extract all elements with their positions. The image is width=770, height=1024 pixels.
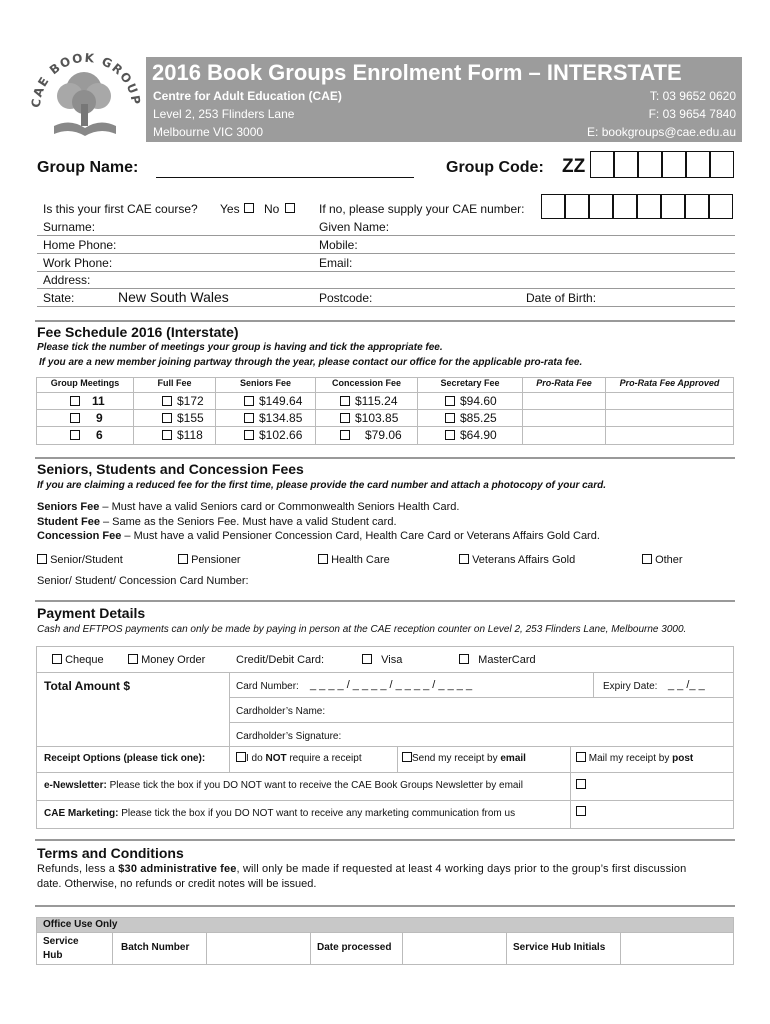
home-phone-field[interactable]: [37, 253, 735, 254]
receipt-post-bold: post: [672, 753, 694, 764]
terms-post: , will only be made if requested at least 4 working days prior to the group’s first discussion: [236, 863, 687, 875]
concession-fee-rule: [37, 530, 600, 542]
fee-header-seniors: Seniors Fee: [239, 378, 292, 388]
section-divider: [35, 600, 735, 602]
group-name-input[interactable]: [156, 177, 414, 178]
fee-header-secretary: Secretary Fee: [440, 378, 500, 388]
option-veterans-affairs-gold[interactable]: [459, 554, 575, 566]
org-email: E: bookgroups@cae.edu.au: [587, 125, 736, 139]
veterans-affairs-gold-label: Veterans Affairs Gold: [472, 554, 576, 566]
seniors-fee-value: $102.66: [259, 428, 303, 442]
cae-number-box[interactable]: [613, 194, 637, 219]
org-address-line1: Level 2, 253 Flinders Lane: [153, 107, 295, 121]
group-code-box[interactable]: [710, 151, 734, 178]
concession-note: If you are claiming a reduced fee for the first time, please provide the card number and attach a photocopy of your card.: [37, 480, 607, 491]
receipt-none-option[interactable]: [236, 752, 362, 764]
mastercard-label: MasterCard: [478, 654, 536, 666]
address-label: Address:: [43, 273, 91, 287]
receipt-post-option[interactable]: [576, 752, 693, 764]
cae-number-box[interactable]: [637, 194, 661, 219]
concession-fee-checkbox[interactable]: [340, 430, 350, 440]
enewsletter-desc: Please tick the box if you DO NOT want to receive the CAE Book Groups Newsletter by email: [106, 780, 523, 791]
state-value[interactable]: New South Wales: [118, 289, 229, 305]
meetings-value: 11: [92, 394, 105, 408]
cae-number-box[interactable]: [589, 194, 613, 219]
meetings-checkbox[interactable]: [70, 396, 80, 406]
concession-title: Seniors, Students and Concession Fees: [37, 461, 304, 477]
receipt-post-pre: Mail my receipt by: [588, 753, 673, 764]
senior-student-label: Senior/Student: [50, 554, 123, 566]
org-address-line2: Melbourne VIC 3000: [153, 125, 264, 139]
option-pensioner[interactable]: [178, 554, 241, 566]
secretary-fee-checkbox[interactable]: [445, 430, 455, 440]
enewsletter-checkbox[interactable]: [576, 779, 586, 789]
first-course-question: Is this your first CAE course?: [43, 202, 198, 216]
payment-title: Payment Details: [37, 605, 146, 621]
receipt-none-pre: I do: [246, 753, 266, 764]
pensioner-label: Pensioner: [191, 554, 241, 566]
group-code-box[interactable]: [590, 151, 614, 178]
visa-checkbox[interactable]: [362, 654, 372, 664]
full-fee-checkbox[interactable]: [162, 396, 172, 406]
first-course-no-label: No: [264, 202, 280, 216]
group-code-box[interactable]: [614, 151, 638, 178]
expiry-date-field[interactable]: _ _ /_ _: [668, 679, 705, 691]
student-fee-rule-label: Student Fee: [37, 516, 100, 528]
receipt-email-pre: Send my receipt by: [412, 753, 501, 764]
seniors-fee-value: $134.85: [259, 411, 303, 425]
fee-header-concession: Concession Fee: [331, 378, 402, 388]
meetings-checkbox[interactable]: [70, 430, 80, 440]
pensioner-checkbox[interactable]: [178, 554, 188, 564]
full-fee-checkbox[interactable]: [162, 413, 172, 423]
section-divider: [35, 320, 735, 322]
concession-fee-checkbox[interactable]: [340, 413, 350, 423]
secretary-fee-value: $94.60: [460, 394, 497, 408]
receipt-email-option[interactable]: [402, 752, 526, 764]
receipt-email-checkbox[interactable]: [402, 752, 412, 762]
marketing-text: [44, 808, 515, 819]
option-senior-student[interactable]: [37, 554, 123, 566]
receipt-none-bold: NOT: [265, 753, 287, 764]
given-name-label: Given Name:: [319, 220, 390, 234]
office-use-table: [36, 917, 734, 965]
cae-number-label: If no, please supply your CAE number:: [319, 202, 525, 216]
seniors-fee-rule-label: Seniors Fee: [37, 501, 100, 513]
fee-row-11: [36, 393, 734, 410]
meetings-value: 9: [96, 411, 103, 425]
group-code-box[interactable]: [662, 151, 686, 178]
receipt-post-checkbox[interactable]: [576, 752, 586, 762]
form-title: 2016 Book Groups Enrolment Form – INTERSTATE: [152, 60, 682, 85]
terms-text-line2: date. Otherwise, no refunds or credit notes will be issued.: [37, 878, 317, 890]
payment-mastercard[interactable]: [459, 654, 536, 666]
cae-book-groups-logo: [26, 46, 144, 146]
fee-row-6: [36, 427, 734, 444]
credit-card-label: Credit/Debit Card:: [236, 654, 325, 666]
cae-number-box[interactable]: [565, 194, 589, 219]
card-number-label: Senior/ Student/ Concession Card Number:: [37, 575, 249, 587]
secretary-fee-value: $64.90: [460, 428, 497, 442]
concession-fee-rule-text: – Must have a valid Pensioner Concession Card, Health Care Card or Veterans Affairs Gold Card.: [121, 530, 600, 542]
receipt-options-label: Receipt Options (please tick one):: [44, 753, 206, 764]
concession-fee-value: $115.24: [355, 394, 398, 408]
seniors-fee-checkbox[interactable]: [244, 430, 254, 440]
money-order-checkbox[interactable]: [128, 654, 138, 664]
concession-fee-rule-label: Concession Fee: [37, 530, 122, 542]
cae-number-box[interactable]: [685, 194, 709, 219]
payment-table: [36, 646, 734, 829]
office-use-title: Office Use Only: [43, 919, 118, 930]
cae-number-box[interactable]: [541, 194, 565, 219]
dob-label: Date of Birth:: [526, 291, 597, 305]
cheque-checkbox[interactable]: [52, 654, 62, 664]
option-health-care[interactable]: [318, 554, 390, 566]
office-service-hub-initials-label: Service Hub Initials: [513, 942, 606, 953]
seniors-fee-checkbox[interactable]: [244, 413, 254, 423]
health-care-checkbox[interactable]: [318, 554, 328, 564]
state-label: State:: [43, 291, 75, 305]
cardholder-signature-label: Cardholder’s Signature:: [236, 731, 342, 742]
postcode-label: Postcode:: [319, 291, 373, 305]
office-batch-number-label: Batch Number: [121, 942, 190, 953]
full-fee-checkbox[interactable]: [162, 430, 172, 440]
section-divider: [35, 457, 735, 459]
money-order-label: Money Order: [141, 654, 206, 666]
fee-header-pro-rata: Pro-Rata Fee: [536, 378, 592, 388]
terms-title: Terms and Conditions: [37, 845, 184, 861]
expiry-date-label: Expiry Date:: [603, 681, 658, 692]
payment-cheque[interactable]: [52, 654, 104, 666]
logo-arc-text: CAE BOOK GROUP: [28, 50, 144, 109]
other-checkbox[interactable]: [642, 554, 652, 564]
terms-fee: $30 administrative fee: [118, 863, 237, 875]
total-amount-label: Total Amount $: [44, 679, 130, 693]
receipt-email-bold: email: [500, 753, 526, 764]
fee-header-group-meetings: Group Meetings: [50, 378, 120, 388]
card-number-field[interactable]: _ _ _ _ / _ _ _ _ / _ _ _ _ / _ _ _ _: [310, 679, 473, 691]
receipt-none-checkbox[interactable]: [236, 752, 246, 762]
full-fee-value: $155: [177, 411, 204, 425]
org-fax: F: 03 9654 7840: [648, 107, 736, 121]
cheque-label: Cheque: [65, 654, 104, 666]
section-divider: [35, 905, 735, 907]
fee-header-full: Full Fee: [157, 378, 192, 388]
full-fee-value: $118: [177, 428, 203, 442]
student-fee-rule: [37, 516, 397, 528]
meetings-value: 6: [96, 428, 103, 442]
work-phone-field[interactable]: [37, 271, 735, 272]
cae-number-box[interactable]: [661, 194, 685, 219]
group-code-label: Group Code:: [446, 159, 544, 176]
cardholder-name-label: Cardholder’s Name:: [236, 706, 326, 717]
office-service-hub-label: Service Hub: [43, 936, 79, 961]
mobile-label: Mobile:: [319, 238, 358, 252]
fee-header-pro-rata-approved: Pro-Rata Fee Approved: [619, 378, 720, 388]
mastercard-checkbox[interactable]: [459, 654, 469, 664]
group-code-box[interactable]: [638, 151, 662, 178]
work-phone-label: Work Phone:: [43, 256, 113, 270]
group-code-box[interactable]: [686, 151, 710, 178]
group-name-label: Group Name:: [37, 159, 139, 176]
enewsletter-text: [44, 780, 523, 791]
seniors-fee-value: $149.64: [259, 394, 303, 408]
payment-money-order[interactable]: [128, 654, 205, 666]
cae-number-box[interactable]: [709, 194, 733, 219]
secretary-fee-checkbox[interactable]: [445, 396, 455, 406]
office-date-processed-label: Date processed: [317, 942, 392, 953]
seniors-fee-rule-text: – Must have a valid Seniors card or Commonwealth Seniors Health Card.: [99, 501, 460, 513]
full-fee-value: $172: [177, 394, 204, 408]
first-course-yes-label: Yes: [220, 202, 240, 216]
seniors-fee-rule: [37, 501, 459, 513]
enewsletter-label: e-Newsletter:: [44, 780, 107, 791]
surname-label: Surname:: [43, 220, 96, 234]
senior-student-checkbox[interactable]: [37, 554, 47, 564]
fee-schedule-note1: Please tick the number of meetings your group is having and tick the appropriate fee.: [37, 342, 443, 353]
org-phone: T: 03 9652 0620: [649, 89, 736, 103]
health-care-label: Health Care: [331, 554, 390, 566]
other-label: Other: [655, 554, 683, 566]
concession-fee-value: $103.85: [355, 411, 399, 425]
receipt-none-post: require a receipt: [286, 753, 362, 764]
secretary-fee-value: $85.25: [460, 411, 497, 425]
group-code-prefix: ZZ: [562, 156, 586, 177]
fee-schedule-title: Fee Schedule 2016 (Interstate): [37, 324, 239, 340]
veterans-affairs-gold-checkbox[interactable]: [459, 554, 469, 564]
org-name: Centre for Adult Education (CAE): [153, 89, 342, 103]
terms-text-line1: [37, 863, 686, 875]
meetings-checkbox[interactable]: [70, 413, 80, 423]
marketing-label: CAE Marketing:: [44, 808, 119, 819]
card-number-label: Card Number:: [236, 681, 299, 692]
first-course-no-checkbox[interactable]: [285, 203, 295, 213]
state-field[interactable]: [37, 306, 735, 307]
surname-field[interactable]: [37, 235, 735, 236]
student-fee-rule-text: – Same as the Seniors Fee. Must have a valid Student card.: [99, 516, 397, 528]
option-other[interactable]: [642, 554, 683, 566]
payment-note: Cash and EFTPOS payments can only be made by paying in person at the CAE reception counter on Level 2, 253 Flinders Lane, Melbourne 3000.: [37, 624, 687, 635]
concession-fee-value: $79.06: [365, 428, 402, 442]
seniors-fee-checkbox[interactable]: [244, 396, 254, 406]
visa-label: Visa: [381, 654, 403, 666]
first-course-yes-checkbox[interactable]: [244, 203, 254, 213]
home-phone-label: Home Phone:: [43, 238, 117, 252]
fee-schedule-note2: If you are a new member joining partway through the year, please contact our office for the applicable pro-rata fee.: [39, 357, 583, 368]
secretary-fee-checkbox[interactable]: [445, 413, 455, 423]
section-divider: [35, 839, 735, 841]
concession-fee-checkbox[interactable]: [340, 396, 350, 406]
email-label: Email:: [319, 256, 353, 270]
fee-row-9: [36, 410, 734, 427]
marketing-checkbox[interactable]: [576, 806, 586, 816]
terms-pre: Refunds, less a: [37, 863, 119, 875]
marketing-desc: Please tick the box if you DO NOT want to receive any marketing communication from us: [118, 808, 516, 819]
payment-visa[interactable]: [362, 654, 402, 666]
